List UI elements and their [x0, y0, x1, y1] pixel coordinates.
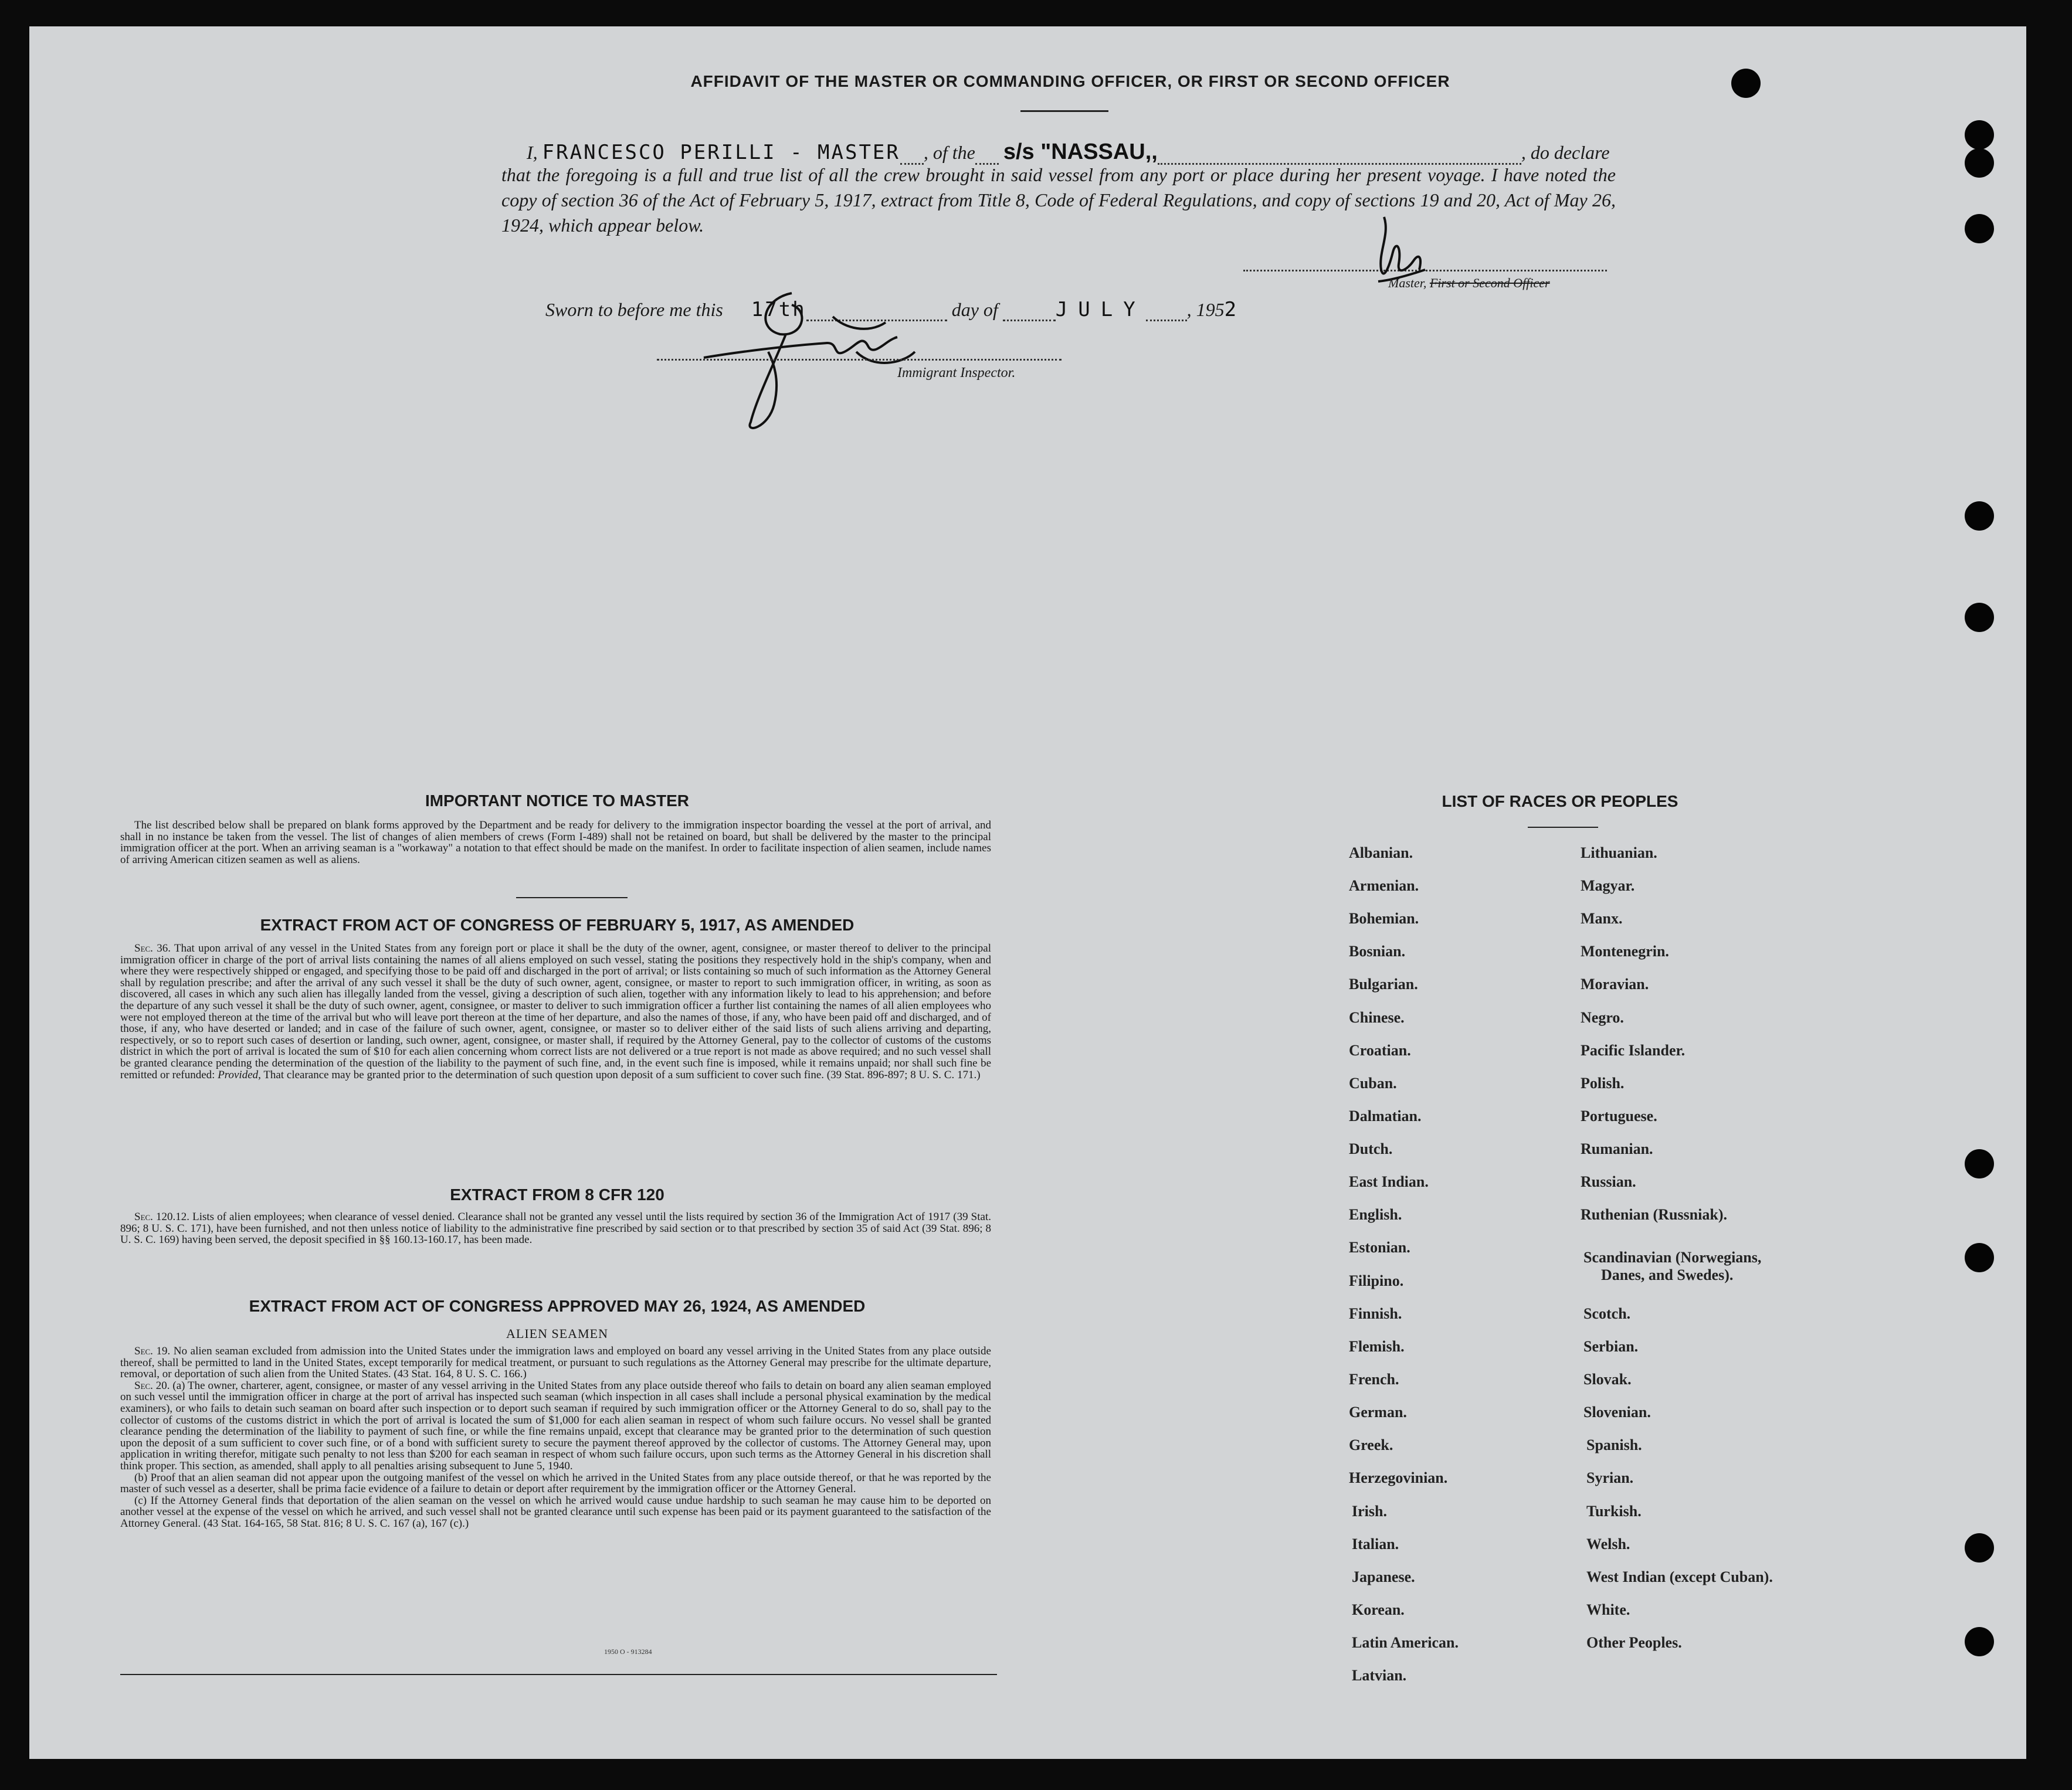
race-item: Cuban.	[1349, 1075, 1397, 1092]
binder-hole	[1965, 1243, 1994, 1272]
inspector-label: Immigrant Inspector.	[897, 365, 1016, 381]
sec-36-text: That upon arrival of any vessel in the United States from any foreign port or place it shall be the duty of the owner, agent, consignee, or master thereof to deliver to the principal immigration officer in charge of the port of arrival lists containing the names of all aliens employed on such vessel, stating the positions they respectively hold in the ship's company, when and where they were respectively shipped or engaged, and specifying those to be paid off and discharged in the port of arrival; or lists containing so much of such information as the Attorney General shall by regulation prescribe; and after the arrival of any such vessel it shall be the duty of such owner, agent, consignee, or master to report to such immigration officer, in writing, as soon as discovered, all cases in which any such alien has illegally landed from the vessel, giving a description of such alien, together with any information likely to lead to his apprehension; and before the departure of any such vessel it shall be the duty of such owner, agent, consignee, or master to deliver to such immigration officer a further list containing the names of all alien employees who were not employed thereon at the time of the arrival but who will leave port thereon at the time of her departure, and also the names of those, if any, who have been paid off and discharged, and of those, if any, who have deserted or landed; and in case of the failure of such owner, agent, consignee, or master so to deliver either of the said lists of such aliens arriving and departing, respectively, or so to report such cases of desertion or landing, such owner, agent, consignee, or master shall, if required by the Attorney General, pay to the collector of customs of the customs district in which the port of arrival is located the sum of $10 for each alien concerning whom correct lists are not delivered or a true report is not made as above required; and no such vessel shall be granted clearance pending the determination of the question of the liability to the payment of such fine, and, in the event such fine is imposed, while it remains unpaid; nor shall such fine be remitted or refunded:	[120, 942, 991, 1081]
binder-hole	[1965, 120, 1994, 150]
sec-20a-text: (a) The owner, charterer, agent, consignee, or master of any vessel arriving in the United States from any place outside thereof who fails to detain on board any alien seaman employed on such vessel until the immigration officer in charge at the port of arrival has inspected such seaman (which inspection in all cases shall include a personal physical examination by the medical examiners), or who fails to detain such seaman on board after such inspection or to deport such seaman if required by such immigration officer or the Attorney General to do so, shall pay to the collector of customs of the customs district in which the port of arrival is located the sum of $1,000 for each alien seaman in respect of whom such failure occurs. No vessel shall be granted clearance pending the determination of the liability to payment of such fine, or while the fine remains unpaid, except that clearance may be granted prior to the determination of such question upon the deposit of a sum sufficient to cover such fine, or of a bond with sufficient surety to secure the payment thereof approved by the collector of customs. The Attorney General may, upon application in writing therefor, mitigate such penalty to not less than $200 for each seaman in respect of whom such failure occurs, upon such terms as the Attorney General in his discretion shall think proper. This section, as amended, shall apply to all penalties arising subsequent to June 5, 1940.	[120, 1379, 991, 1472]
extract-cfr-body	[120, 1211, 991, 1246]
sec-20b-text: (b) Proof that an alien seaman did not appear upon the outgoing manifest of the vessel on which he arrived in the United States from any place outside thereof, or that he was reported by the master of such vessel as a deserter, shall be prima facie evidence of a failure to detain or deport after requirement by the immigration officer or the Attorney General.	[120, 1471, 991, 1496]
notice-title: IMPORTANT NOTICE TO MASTER	[425, 792, 690, 810]
master-declaration-line	[527, 140, 1610, 165]
race-item: French.	[1349, 1371, 1399, 1388]
race-item: Korean.	[1352, 1601, 1405, 1618]
divider	[1020, 110, 1108, 112]
race-item: Latin American.	[1352, 1634, 1459, 1651]
race-item: Flemish.	[1349, 1338, 1405, 1355]
race-item: Greek.	[1349, 1436, 1393, 1453]
sec-19-label: Sec. 19.	[134, 1345, 171, 1357]
race-item: Chinese.	[1349, 1009, 1405, 1026]
master-name-handwritten: FRANCESCO PERILLI - MASTER	[542, 141, 900, 164]
race-item: Estonian.	[1349, 1239, 1410, 1256]
sec-20-label: Sec. 20.	[134, 1379, 170, 1392]
race-item: Manx.	[1581, 910, 1623, 927]
races-title: LIST OF RACES OR PEOPLES	[1442, 792, 1678, 810]
binder-hole	[1965, 1627, 1994, 1656]
sec-36-text-end: That clearance may be granted prior to the determination of such question upon deposit of a sum sufficient to cover such fine. (39 Stat. 896-897; 8 U. S. C. 171.)	[263, 1068, 981, 1081]
print-code: 1950 O - 913284	[604, 1648, 652, 1656]
race-item: German.	[1349, 1404, 1407, 1421]
race-item: Irish.	[1352, 1503, 1387, 1520]
race-item: Scotch.	[1583, 1305, 1631, 1322]
race-item: Slovak.	[1583, 1371, 1632, 1388]
struck-officer-label: First or Second Officer	[1429, 276, 1550, 290]
binder-hole	[1965, 603, 1994, 632]
race-item: Montenegrin.	[1581, 943, 1669, 960]
proviso-label: Provided,	[218, 1068, 261, 1081]
race-item: Bosnian.	[1349, 943, 1406, 960]
sworn-text: Sworn to before me this	[545, 299, 723, 320]
bottom-rule	[120, 1674, 997, 1675]
do-declare-text: , do declare	[1521, 142, 1610, 163]
race-item: Japanese.	[1352, 1568, 1415, 1585]
divider	[516, 897, 628, 898]
sec-19-text: No alien seaman excluded from admission into the United States under the immigration laws and employed on board any vessel arriving in the United States from any place outside thereof, shall be permitted to land in the United States, except temporarily for medical treatment, or pursuant to such regulations as the Attorney General may prescribe for the ultimate departure, removal, or deportation of such alien from the United States. (43 Stat. 164, 8 U. S. C. 166.)	[120, 1345, 991, 1381]
race-item: Magyar.	[1581, 877, 1635, 894]
binder-hole	[1965, 214, 1994, 243]
extract-1924-body	[120, 1346, 991, 1530]
race-item: East Indian.	[1349, 1173, 1429, 1190]
sworn-day-handwritten: 17th	[751, 298, 806, 321]
race-item: White.	[1586, 1601, 1630, 1618]
of-the-text: , of the	[923, 142, 975, 163]
race-item: Finnish.	[1349, 1305, 1402, 1322]
race-item: Spanish.	[1586, 1436, 1642, 1453]
race-item: Herzegovinian.	[1349, 1469, 1448, 1486]
race-item: Albanian.	[1349, 844, 1413, 861]
year-handwritten: 2	[1224, 298, 1239, 321]
extract-1924-title: EXTRACT FROM ACT OF CONGRESS APPROVED MAY 26, 1924, AS AMENDED	[249, 1297, 866, 1315]
race-item: Moravian.	[1581, 976, 1649, 993]
binder-hole	[1965, 148, 1994, 178]
race-item: Pacific Islander.	[1581, 1042, 1686, 1059]
race-item: Latvian.	[1352, 1667, 1407, 1684]
sec-120-text: Lists of alien employees; when clearance of vessel denied. Clearance shall not be granted any vessel until the lists required by section 36 of the Immigration Act of 1917 (39 Stat. 896; 8 U. S. C. 171), have been furnished, and not then unless notice of liability to the administrative fine prescribed by said section or to that prescribed by section 35 of said Act (39 Stat. 896; 8 U. S. C. 169) having been served, the deposit specified in §§ 160.13-160.17, has been made.	[120, 1211, 991, 1246]
race-item: Negro.	[1581, 1009, 1624, 1026]
race-item: Turkish.	[1586, 1503, 1642, 1520]
dotted-fill	[1146, 302, 1187, 321]
binder-hole	[1731, 69, 1761, 98]
alien-seamen-subtitle: ALIEN SEAMEN	[506, 1326, 608, 1341]
i-text: I,	[527, 142, 538, 163]
race-item: English.	[1349, 1206, 1402, 1223]
binder-hole	[1965, 1149, 1994, 1178]
binder-hole	[1965, 501, 1994, 531]
race-item: Bulgarian.	[1349, 976, 1418, 993]
divider	[1528, 827, 1598, 828]
race-item: Dalmatian.	[1349, 1108, 1422, 1125]
affidavit-title: AFFIDAVIT OF THE MASTER OR COMMANDING OFFICER, OR FIRST OR SECOND OFFICER	[690, 72, 1450, 90]
dotted-fill	[1003, 302, 1056, 321]
extract-cfr-title: EXTRACT FROM 8 CFR 120	[450, 1186, 664, 1204]
race-item: Welsh.	[1586, 1536, 1630, 1553]
day-of-text: day of	[951, 299, 998, 320]
sec-20c-text: (c) If the Attorney General finds that deportation of the alien seaman on the vessel on which he arrived would cause undue hardship to such seaman he may cause him to be deported on another vessel at the expense of the vessel on which he arrived, and such vessel shall not be granted clearance until such expense has been paid or its payment guaranteed to the satisfaction of the Attorney General. (43 Stat. 164-165, 58 Stat. 816; 8 U. S. C. 167 (a), 167 (c).)	[120, 1494, 991, 1530]
race-item: Serbian.	[1583, 1338, 1639, 1355]
race-item: Scandinavian (Norwegians,	[1583, 1249, 1762, 1266]
master-signature-label	[1388, 276, 1550, 291]
race-item: Filipino.	[1349, 1272, 1404, 1289]
race-item: Syrian.	[1586, 1469, 1634, 1486]
master-label: Master,	[1388, 276, 1427, 290]
extract-1917-title: EXTRACT FROM ACT OF CONGRESS OF FEBRUARY 5, 1917, AS AMENDED	[260, 916, 854, 934]
race-item: Bohemian.	[1349, 910, 1419, 927]
race-item: Armenian.	[1349, 877, 1419, 894]
race-item: Ruthenian (Russniak).	[1581, 1206, 1727, 1223]
race-item: Lithuanian.	[1581, 844, 1657, 861]
race-item: West Indian (except Cuban).	[1586, 1568, 1773, 1585]
year-text: , 195	[1186, 299, 1225, 320]
race-item: Other Peoples.	[1586, 1634, 1682, 1651]
notice-text: The list described below shall be prepared on blank forms approved by the Department and be ready for delivery to the immigration inspector boarding the vessel at the port of arrival, and shall in no instance be taken from the vessel. The list of changes of alien members of crews (Form I-489) shall not be retained on board, but shall be delivered by the master to the principal immigration officer at the port. When an arriving seaman is a "workaway" a notation to that effect should be made on the manifest. In order to facilitate inspection of alien seamen, include names of arriving American citizen seamen as well as aliens.	[120, 819, 991, 866]
race-item: Danes, and Swedes).	[1601, 1266, 1734, 1283]
race-item: Slovenian.	[1583, 1404, 1651, 1421]
binder-hole	[1965, 1533, 1994, 1563]
inspector-signature-line	[657, 359, 1062, 361]
extract-1917-body	[120, 943, 991, 1081]
race-item: Polish.	[1581, 1075, 1625, 1092]
race-item: Croatian.	[1349, 1042, 1411, 1059]
race-item: Russian.	[1581, 1173, 1636, 1190]
sworn-month-handwritten: JULY	[1055, 298, 1146, 321]
race-item: Dutch.	[1349, 1140, 1393, 1157]
race-item: Portuguese.	[1581, 1108, 1657, 1125]
race-item: Italian.	[1352, 1536, 1399, 1553]
sec-36-label: Sec. 36.	[134, 942, 171, 955]
notice-body	[120, 820, 991, 865]
declaration-text: that the foregoing is a full and true list of all the crew brought in said vessel from any port or place during her present voyage. I have noted the copy of section 36 of the Act of February 5, 1917, extract from Title 8, Code of Federal Regulations, and copy of sections 19 and 20, Act of May 26, 1924, which appear below.	[501, 164, 1616, 236]
inspector-signature	[692, 281, 938, 434]
sec-120-label: Sec. 120.12.	[134, 1211, 190, 1223]
race-item: Rumanian.	[1581, 1140, 1653, 1157]
vessel-name: s/s "NASSAU,,	[1003, 140, 1158, 164]
